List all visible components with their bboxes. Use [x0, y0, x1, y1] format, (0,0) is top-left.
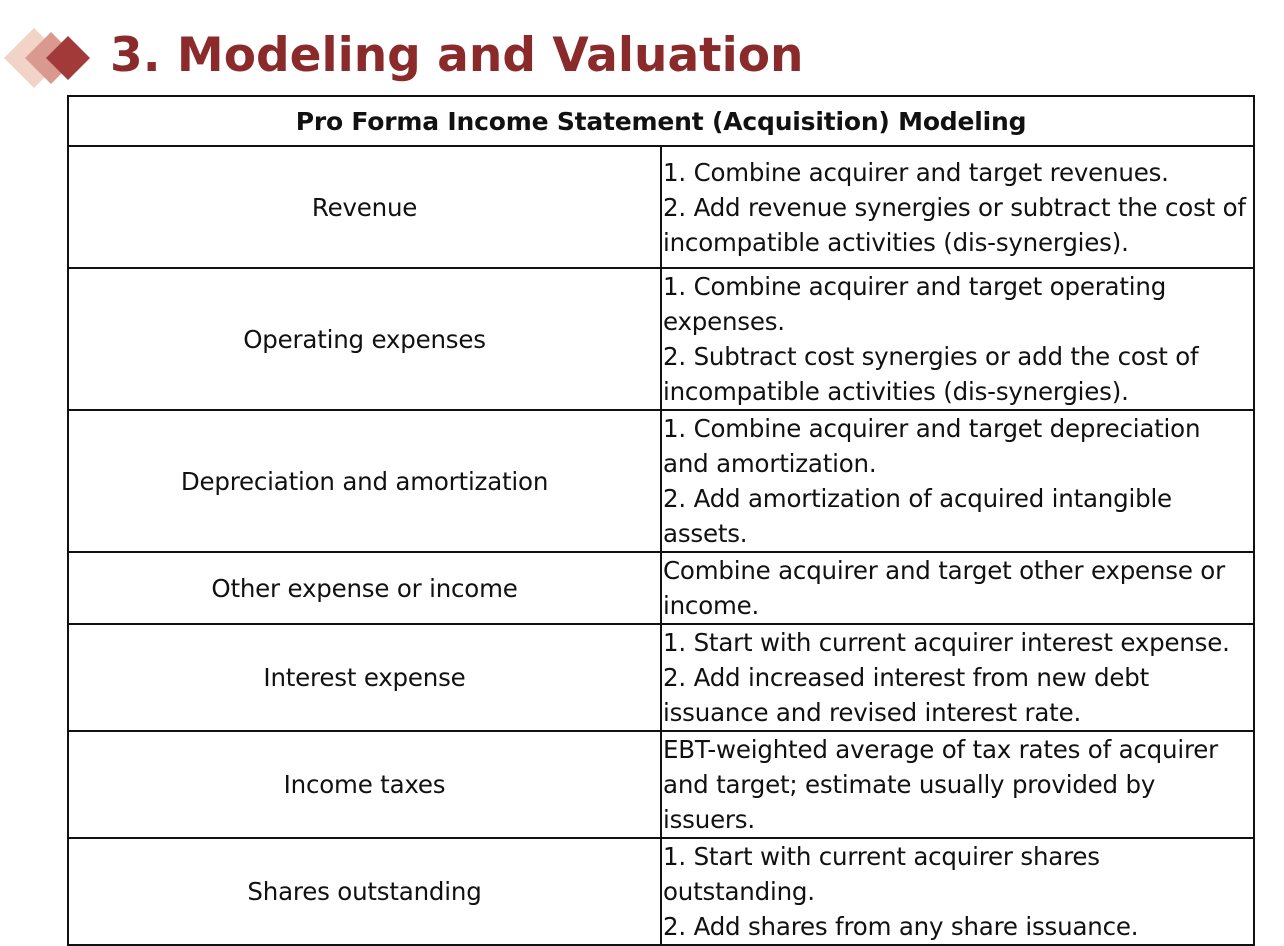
row-label: Interest expense	[68, 624, 661, 731]
row-description	[661, 410, 1254, 552]
income-statement-table	[67, 95, 1255, 946]
table-heading: Pro Forma Income Statement (Acquisition) Modeling	[68, 96, 1254, 146]
row-description	[661, 838, 1254, 945]
row-description	[661, 731, 1254, 838]
row-label: Depreciation and amortization	[68, 410, 661, 552]
row-label: Revenue	[68, 146, 661, 268]
table-row	[68, 410, 1254, 552]
description-line: 2. Add increased interest from new debt issuance and revised interest rate.	[663, 663, 1149, 727]
description-line: 1. Combine acquirer and target revenues.	[663, 157, 1169, 187]
row-description	[661, 268, 1254, 410]
table-row	[68, 268, 1254, 410]
description-line: EBT-weighted average of tax rates of acquirer and target; estimate usually provided by issuers.	[663, 735, 1219, 834]
description-line: 2. Add amortization of acquired intangible assets.	[663, 484, 1172, 548]
description-line: 1. Combine acquirer and target depreciation and amortization.	[663, 414, 1201, 478]
description-line: 1. Start with current acquirer shares outstanding.	[663, 842, 1100, 906]
row-description	[661, 146, 1254, 268]
description-line: 2. Subtract cost synergies or add the cost of incompatible activities (dis-synergies).	[663, 342, 1199, 406]
description-line: 1. Combine acquirer and target operating expenses.	[663, 272, 1167, 336]
table-header-row	[68, 96, 1254, 146]
description-line: 2. Add shares from any share issuance.	[663, 912, 1139, 941]
table-row	[68, 731, 1254, 838]
table-row	[68, 838, 1254, 945]
row-description	[661, 552, 1254, 624]
row-label: Other expense or income	[68, 552, 661, 624]
row-label: Shares outstanding	[68, 838, 661, 945]
description-line: Combine acquirer and target other expense or income.	[663, 556, 1225, 620]
table-row	[68, 552, 1254, 624]
page-title: 3. Modeling and Valuation	[110, 28, 804, 83]
row-description	[661, 624, 1254, 731]
table-row	[68, 146, 1254, 268]
row-label: Operating expenses	[68, 268, 661, 410]
table-row	[68, 624, 1254, 731]
row-label: Income taxes	[68, 731, 661, 838]
description-line: 1. Start with current acquirer interest expense.	[663, 628, 1230, 657]
description-line: 2. Add revenue synergies or subtract the cost of incompatible activities (dis-synergies).	[663, 192, 1246, 257]
diamond-logo-icon	[4, 22, 104, 94]
